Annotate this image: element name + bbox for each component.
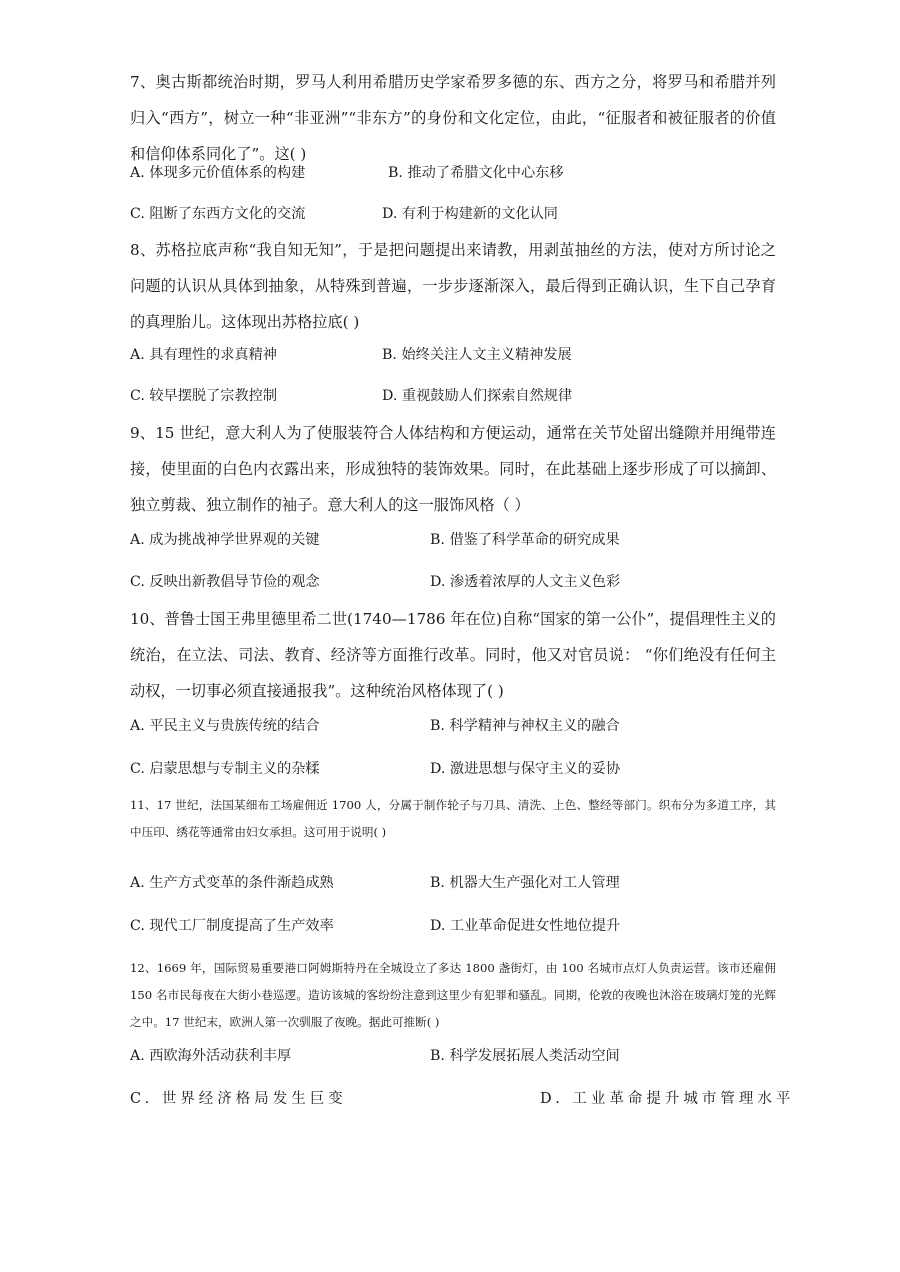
question-10-option-c[interactable]: C. 启蒙思想与专制主义的杂糅 [130,761,320,777]
question-11-option-a[interactable]: A. 生产方式变革的条件渐趋成熟 [130,875,334,891]
question-12-option-d[interactable]: D. 工业革命提升城市管理水平 [540,1091,795,1107]
question-8-option-d[interactable]: D. 重视鼓励人们探索自然规律 [382,388,573,404]
question-11-option-d[interactable]: D. 工业革命促进女性地位提升 [430,918,621,934]
question-9-option-b[interactable]: B. 借鉴了科学革命的研究成果 [430,532,620,548]
question-11-stem: 11、17 世纪，法国某细布工场雇佣近 1700 人，分属于制作轮子与刀具、清洗、上色、整经等部门。织布分为多道工序，其中压印、绣花等通常由妇女承担。这可用于说明( ) [130,798,776,839]
question-10-stem: 10、普鲁士国王弗里德里希二世(1740—1786 年在位)自称“国家的第一公仆”，提倡理性主义的统治，在立法、司法、教育、经济等方面推行改革。同时，他又对官员说： “你们绝没有任何主动权，一切事必须直接通报我”。这种统治风格体现了( ) [130,610,776,700]
question-8-stem: 8、苏格拉底声称“我自知无知”，于是把问题提出来请教，用剥茧抽丝的方法，使对方所讨论之问题的认识从具体到抽象，从特殊到普遍，一步步逐渐深入，最后得到正确认识，生下自己孕育的真理胎儿。这体现出苏格拉底( ) [130,241,776,331]
question-12-option-a[interactable]: A. 西欧海外活动获利丰厚 [130,1048,292,1064]
question-10-option-b[interactable]: B. 科学精神与神权主义的融合 [430,718,620,734]
question-7-option-a[interactable]: A. 体现多元价值体系的构建 [130,165,306,181]
question-8-option-b[interactable]: B. 始终关注人文主义精神发展 [382,347,572,363]
question-9-option-a[interactable]: A. 成为挑战神学世界观的关键 [130,532,320,548]
question-7-option-c[interactable]: C. 阻断了东西方文化的交流 [130,206,306,222]
question-8-option-a[interactable]: A. 具有理性的求真精神 [130,347,277,363]
question-9-option-c[interactable]: C. 反映出新教倡导节俭的观念 [130,574,320,590]
question-9-option-d[interactable]: D. 渗透着浓厚的人文主义色彩 [430,574,621,590]
question-10-option-a[interactable]: A. 平民主义与贵族传统的结合 [130,718,320,734]
question-9-stem: 9、15 世纪，意大利人为了使服装符合人体结构和方便运动，通常在关节处留出缝隙并用绳带连接，使里面的白色内衣露出来，形成独特的装饰效果。同时，在此基础上逐步形成了可以摘卸、独立剪裁、独立制作的袖子。意大利人的这一服饰风格（ ） [130,424,776,514]
question-11-option-c[interactable]: C. 现代工厂制度提高了生产效率 [130,918,334,934]
question-8-option-c[interactable]: C. 较早摆脱了宗教控制 [130,388,278,404]
question-7-option-d[interactable]: D. 有利于构建新的文化认同 [382,206,558,222]
question-7-option-b[interactable]: B. 推动了希腊文化中心东移 [388,165,564,181]
question-11-option-b[interactable]: B. 机器大生产强化对工人管理 [430,875,620,891]
question-12-stem: 12、1669 年，国际贸易重要港口阿姆斯特丹在全城设立了多达 1800 盏街灯，由 100 名城市点灯人负责运营。该市还雇佣 150 名市民每夜在大街小巷巡逻。造访该城的客纷纷注意到这里少有犯罪和骚乱。同期，伦敦的夜晚也沐浴在玻璃灯笼的光辉之中。17 世纪末，欧洲人第一次驯服了夜晚。据此可推断( ) [130,961,776,1029]
question-12-option-c[interactable]: C. 世界经济格局发生巨变 [130,1091,347,1107]
question-7-stem: 7、奥古斯都统治时期，罗马人利用希腊历史学家希罗多德的东、西方之分，将罗马和希腊并列归入“西方”，树立一种“非亚洲”“非东方”的身份和文化定位，由此，“征服者和被征服者的价值和信仰体系同化了”。这( ) [130,73,776,163]
question-10-option-d[interactable]: D. 激进思想与保守主义的妥协 [430,761,621,777]
question-12-option-b[interactable]: B. 科学发展拓展人类活动空间 [430,1048,620,1064]
